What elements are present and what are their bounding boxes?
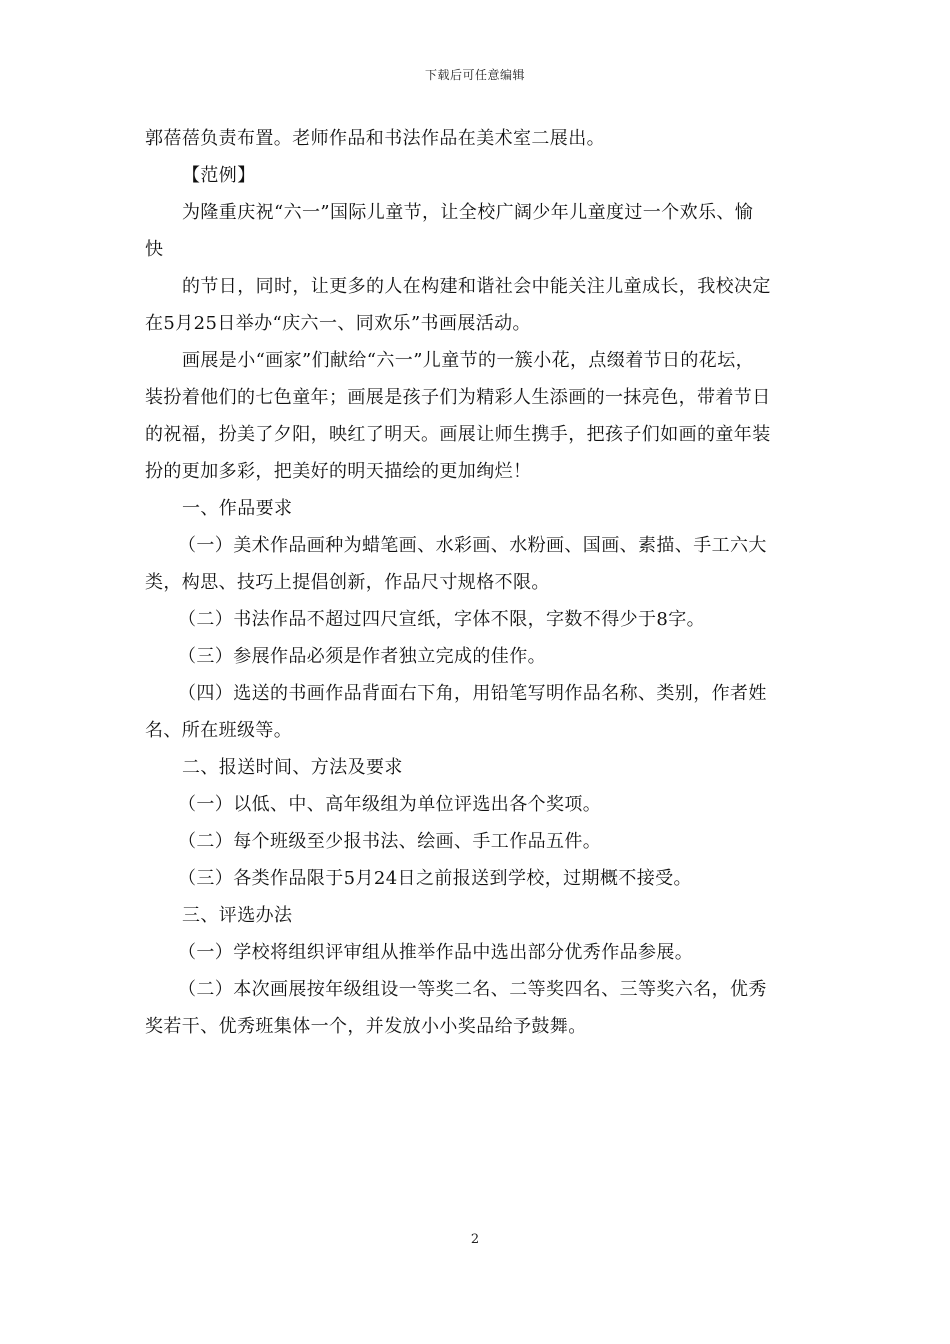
body-line: （二）每个班级至少报书法、绘画、手工作品五件。	[178, 831, 602, 852]
body-line: 奖若干、优秀班集体一个，并发放小小奖品给予鼓舞。	[145, 1016, 587, 1037]
body-line: 为隆重庆祝“六一”国际儿童节，让全校广阔少年儿童度过一个欢乐、愉	[182, 202, 754, 223]
body-line: （二）本次画展按年级组设一等奖二名、二等奖四名、三等奖六名，优秀	[178, 979, 767, 1000]
section-heading-2: 二、报送时间、方法及要求	[182, 757, 403, 778]
body-line: 装扮着他们的七色童年；画展是孩子们为精彩人生添画的一抹亮色，带着节日	[145, 387, 771, 408]
body-line: 画展是小“画家”们献给“六一”儿童节的一簇小花，点缀着节日的花坛，	[182, 350, 755, 371]
body-line: （一）以低、中、高年级组为单位评选出各个奖项。	[178, 794, 602, 815]
page-number: 2	[470, 1232, 480, 1247]
body-line: （二）书法作品不超过四尺宣纸，字体不限，字数不得少于8字。	[178, 609, 706, 630]
page-header: 下载后可任意编辑	[424, 68, 525, 82]
body-line: 的节日，同时，让更多的人在构建和谐社会中能关注儿童成长，我校决定	[182, 276, 771, 297]
body-line: 扮的更加多彩，把美好的明天描绘的更加绚烂！	[145, 461, 532, 482]
section-heading-3: 三、评选办法	[182, 905, 293, 926]
section-heading-1: 一、作品要求	[182, 498, 293, 519]
body-line: 郭蓓蓓负责布置。老师作品和书法作品在美术室二展出。	[145, 128, 605, 149]
body-line: （三）各类作品限于5月24日之前报送到学校，过期概不接受。	[178, 868, 692, 889]
body-line: 快	[145, 239, 164, 260]
body-line: 在5月25日举办“庆六一、同欢乐”书画展活动。	[145, 313, 531, 334]
body-line: （三）参展作品必须是作者独立完成的佳作。	[178, 646, 546, 667]
body-line: 名、所在班级等。	[145, 720, 293, 741]
body-line: （四）选送的书画作品背面右下角，用铅笔写明作品名称、类别，作者姓	[178, 683, 767, 704]
body-line: 的祝福，扮美了夕阳，映红了明天。画展让师生携手，把孩子们如画的童年装	[145, 424, 771, 445]
body-line: （一）美术作品画种为蜡笔画、水彩画、水粉画、国画、素描、手工六大	[178, 535, 767, 556]
body-line: 类，构思、技巧上提倡创新，作品尺寸规格不限。	[145, 572, 550, 593]
document-body	[145, 120, 810, 1045]
body-line: （一）学校将组织评审组从推举作品中选出部分优秀作品参展。	[178, 942, 694, 963]
section-label-example: 【范例】	[182, 165, 256, 186]
